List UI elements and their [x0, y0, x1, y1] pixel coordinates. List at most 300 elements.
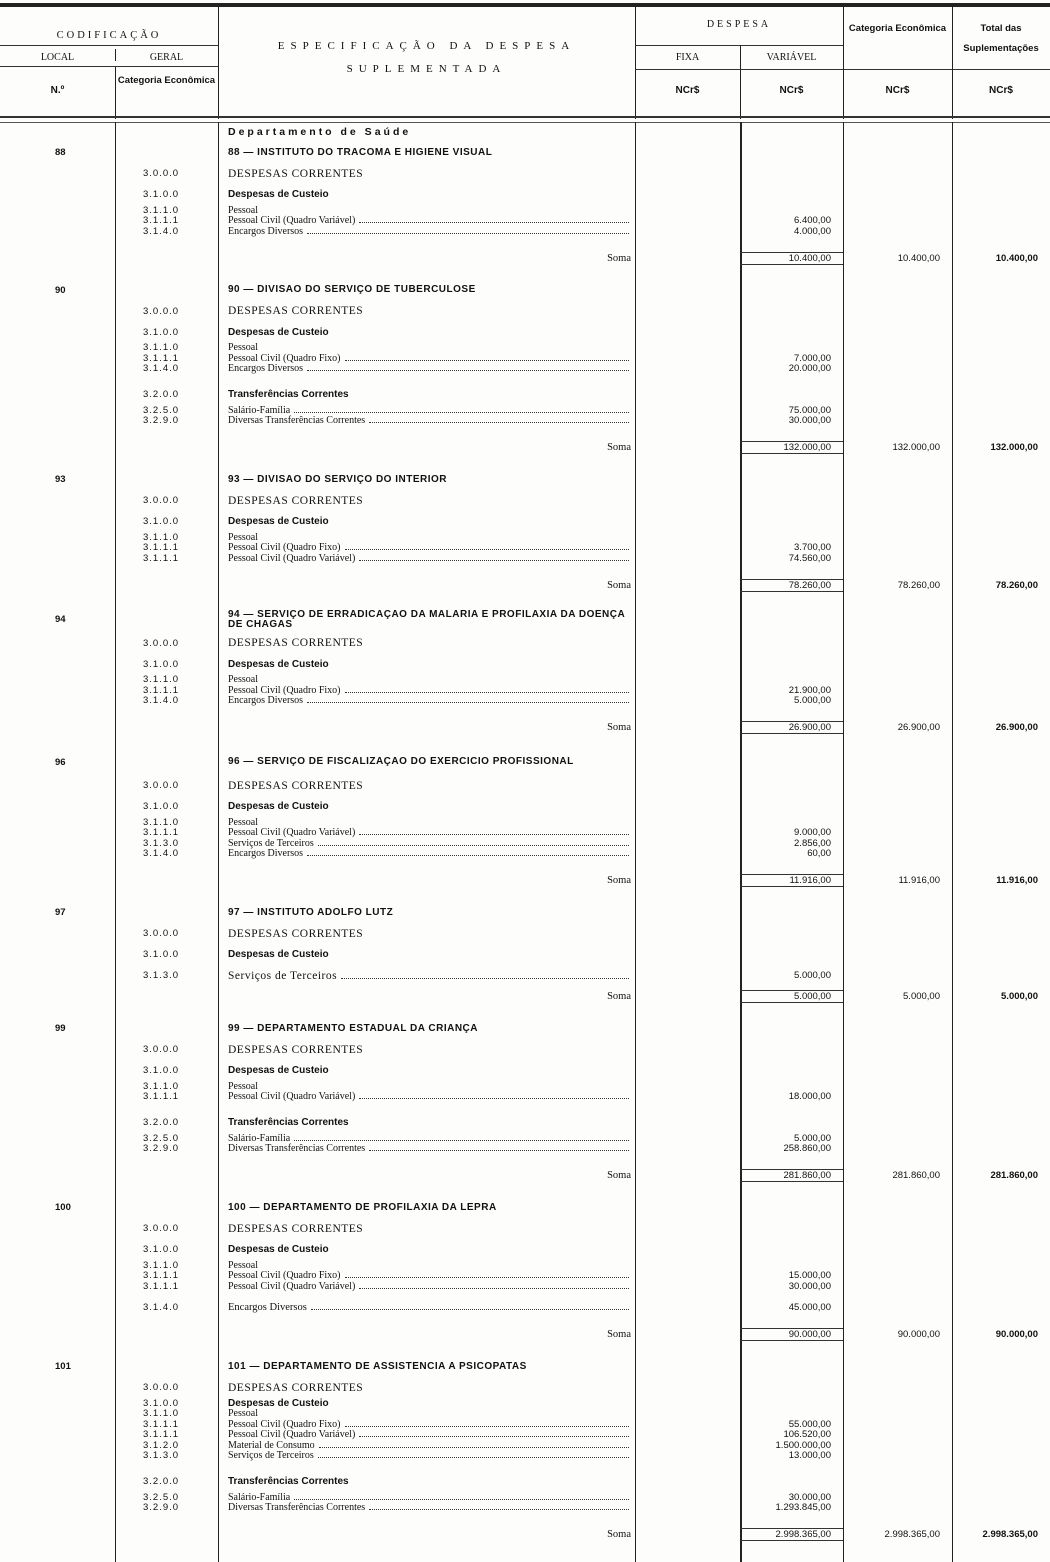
item-code: 3.1.1.1	[143, 684, 180, 696]
section-title: 90 — DIVISÃO DO SERVIÇO DE TUBERCULOSE	[228, 285, 476, 295]
item-spec	[218, 801, 635, 812]
item-label: Pessoal Civil (Quadro Variável)	[228, 827, 356, 839]
item-code: 3.1.4.0	[143, 1302, 180, 1313]
table-row	[0, 1039, 1050, 1060]
table-row	[0, 1144, 1050, 1155]
table-header	[0, 7, 1050, 118]
item-code: 3.2.5.0	[143, 1132, 180, 1144]
local-number: 101	[55, 1361, 71, 1372]
item-label: Diversas Transferências Correntes	[228, 1143, 366, 1155]
soma-categoria: 78.260,00	[897, 579, 940, 591]
item-label: Diversas Transferências Correntes	[228, 415, 366, 427]
item-label: Pessoal Civil (Quadro Variável)	[228, 1091, 356, 1103]
variavel-value: 45.000,00	[788, 1302, 831, 1313]
item-spec	[218, 949, 635, 960]
soma-row	[0, 248, 1050, 269]
item-spec	[218, 516, 635, 527]
item-label: Serviços de Terceiros	[228, 837, 314, 849]
soma-categoria: 2.998.365,00	[884, 1529, 940, 1540]
item-spec	[218, 1081, 635, 1092]
department-row	[0, 121, 1050, 142]
item-spec	[218, 1440, 635, 1451]
item-code: 3.1.1.1	[143, 1091, 180, 1103]
item-spec	[218, 1382, 635, 1394]
variavel-value: 1.293.845,00	[775, 1502, 831, 1514]
table-row	[0, 1081, 1050, 1092]
soma-row	[0, 986, 1050, 1007]
table-row	[0, 1218, 1050, 1239]
header-geral: GERAL	[149, 52, 184, 63]
soma-row	[0, 437, 1050, 458]
table-row	[0, 828, 1050, 839]
dot-leader	[307, 848, 629, 856]
item-spec	[218, 1133, 635, 1144]
item-code: 3.1.4.0	[143, 848, 180, 860]
table-row	[0, 343, 1050, 354]
variavel-value: 13.000,00	[788, 1450, 831, 1462]
local-number: 96	[55, 756, 66, 768]
dot-leader	[307, 226, 629, 234]
header-local: LOCAL	[40, 52, 75, 63]
section-title-row	[0, 142, 1050, 163]
local-number: 99	[55, 1023, 66, 1034]
item-code: 3.1.1.0	[143, 204, 180, 216]
currency-total: NCr$	[989, 85, 1013, 96]
item-code: 3.0.0.0	[143, 1382, 180, 1393]
soma-row	[0, 1524, 1050, 1545]
variavel-value: 21.900,00	[788, 684, 831, 696]
item-code: 3.1.0.0	[143, 1244, 180, 1255]
local-number: 94	[55, 614, 66, 625]
table-row	[0, 553, 1050, 564]
soma-row	[0, 717, 1050, 738]
item-label: Serviços de Terceiros	[228, 1450, 314, 1462]
item-code: 3.1.0.0	[143, 1397, 180, 1409]
dot-leader	[311, 1302, 629, 1310]
variavel-value: 4.000,00	[794, 225, 831, 237]
item-label: DESPESAS CORRENTES	[228, 779, 364, 792]
item-code: 3.1.3.0	[143, 837, 180, 849]
item-spec	[218, 1450, 635, 1461]
item-spec	[218, 1408, 635, 1419]
item-code: 3.1.1.1	[143, 1418, 180, 1430]
item-spec	[218, 685, 635, 696]
item-spec	[218, 189, 635, 200]
dot-leader	[345, 542, 630, 550]
table-row	[0, 1302, 1050, 1313]
table-row	[0, 817, 1050, 828]
table-row	[0, 838, 1050, 849]
item-spec	[218, 363, 635, 374]
item-label: Despesas de Custeio	[228, 189, 329, 200]
header-despesa: DESPESA	[706, 19, 772, 30]
item-label: Encargos Diversos	[228, 363, 304, 375]
header-categoria-economica: Categoria Econômica	[117, 75, 216, 86]
item-label: Pessoal	[228, 674, 258, 686]
soma-total: 26.900,00	[995, 722, 1038, 733]
soma-variavel: 2.998.365,00	[740, 1528, 843, 1541]
item-spec	[218, 695, 635, 706]
item-label: Transferências Correntes	[228, 389, 349, 400]
item-spec	[218, 342, 635, 353]
item-spec	[218, 1244, 635, 1255]
item-spec	[218, 780, 635, 792]
variavel-value: 5.000,00	[794, 1132, 831, 1144]
item-spec	[218, 1223, 635, 1235]
item-spec	[218, 226, 635, 237]
table-row	[0, 1133, 1050, 1144]
table-row	[0, 301, 1050, 322]
dot-leader	[294, 405, 629, 413]
item-spec	[218, 405, 635, 416]
table-row	[0, 675, 1050, 686]
table-row	[0, 1281, 1050, 1292]
item-code: 3.1.0.0	[143, 801, 180, 812]
item-spec	[218, 205, 635, 216]
item-label: Salário-Família	[228, 1132, 291, 1144]
dot-leader	[369, 1143, 629, 1151]
soma-variavel: 11.916,00	[740, 874, 843, 887]
table-row	[0, 654, 1050, 675]
item-code: 3.1.1.1	[143, 552, 180, 564]
item-code: 3.1.1.0	[143, 531, 180, 543]
table-row	[0, 965, 1050, 986]
item-code: 3.1.1.1	[143, 542, 180, 554]
item-label: Despesas de Custeio	[228, 516, 329, 527]
item-code: 3.1.3.0	[143, 1450, 180, 1462]
item-label: Encargos Diversos	[228, 1302, 307, 1313]
header-col-total: Total das Suplementações	[963, 23, 1039, 54]
table-row	[0, 633, 1050, 654]
header-col-categoria: Categoria Econômica	[848, 23, 947, 34]
item-label: Pessoal	[228, 342, 258, 354]
soma-total: 90.000,00	[995, 1329, 1038, 1340]
dot-leader	[345, 1270, 630, 1278]
soma-label: Soma	[607, 1529, 631, 1540]
variavel-value: 20.000,00	[788, 363, 831, 375]
local-number: 100	[55, 1202, 71, 1213]
local-number: 97	[55, 907, 66, 918]
item-label: Despesas de Custeio	[228, 949, 329, 960]
soma-categoria: 26.900,00	[897, 722, 940, 733]
dot-leader	[359, 215, 629, 223]
dot-leader	[345, 1419, 630, 1427]
item-spec	[218, 1398, 635, 1409]
item-code: 3.0.0.0	[143, 495, 180, 506]
item-label: DESPESAS CORRENTES	[228, 637, 364, 649]
item-label: Diversas Transferências Correntes	[228, 1502, 366, 1514]
item-code: 3.1.4.0	[143, 225, 180, 237]
soma-total: 132.000,00	[990, 442, 1038, 453]
dot-leader	[319, 1440, 629, 1448]
variavel-value: 5.000,00	[794, 970, 831, 981]
item-code: 3.1.1.0	[143, 1259, 180, 1271]
local-number: 93	[55, 474, 66, 485]
section-title-row	[0, 1356, 1050, 1377]
header-especificacao: ESPECIFICAÇÃO DA DESPESA	[277, 40, 576, 52]
item-spec	[218, 415, 635, 426]
header-numero: N.º	[50, 85, 65, 96]
table-row	[0, 1419, 1050, 1430]
item-label: DESPESAS CORRENTES	[228, 1222, 364, 1235]
soma-variavel: 132.000,00	[740, 441, 843, 454]
item-label: DESPESAS CORRENTES	[228, 167, 364, 180]
variavel-value: 30.000,00	[788, 1491, 831, 1503]
variavel-value: 75.000,00	[788, 404, 831, 416]
soma-categoria: 90.000,00	[897, 1329, 940, 1340]
soma-total: 10.400,00	[995, 252, 1038, 264]
section-title: 88 — INSTITUTO DO TRACOMA E HIGIENE VISUAL	[228, 147, 493, 158]
table-row	[0, 184, 1050, 205]
section-title-row	[0, 1018, 1050, 1039]
item-code: 3.1.1.1	[143, 827, 180, 839]
item-label: Pessoal Civil (Quadro Fixo)	[228, 542, 341, 554]
item-code: 3.1.1.0	[143, 342, 180, 354]
item-label: Pessoal	[228, 1259, 258, 1271]
table-row	[0, 1260, 1050, 1271]
soma-variavel: 5.000,00	[740, 990, 843, 1003]
item-spec	[218, 848, 635, 859]
item-code: 3.0.0.0	[143, 1044, 180, 1055]
soma-label: Soma	[607, 442, 631, 453]
section-title-row	[0, 1197, 1050, 1218]
item-spec	[218, 553, 635, 564]
item-code: 3.1.2.0	[143, 1439, 180, 1451]
dot-leader	[307, 695, 629, 703]
item-label: DESPESAS CORRENTES	[228, 927, 364, 940]
item-label: Pessoal Civil (Quadro Variável)	[228, 1429, 356, 1441]
currency-categoria: NCr$	[885, 85, 910, 96]
section-title-row	[0, 749, 1050, 775]
soma-label: Soma	[607, 722, 631, 733]
item-label: Pessoal	[228, 816, 258, 828]
item-label: DESPESAS CORRENTES	[228, 305, 364, 317]
item-spec	[218, 215, 635, 226]
section-title: 97 — INSTITUTO ADOLFO LUTZ	[228, 907, 394, 918]
item-label: Encargos Diversos	[228, 225, 304, 237]
variavel-value: 5.000,00	[794, 695, 831, 707]
item-code: 3.0.0.0	[143, 1223, 180, 1234]
table-row	[0, 1440, 1050, 1451]
table-row	[0, 696, 1050, 707]
variavel-value: 18.000,00	[788, 1091, 831, 1103]
department-name: Departamento de Saúde	[228, 125, 412, 138]
dot-leader	[369, 1502, 629, 1510]
soma-categoria: 5.000,00	[903, 991, 940, 1002]
item-label: DESPESAS CORRENTES	[228, 1043, 364, 1056]
variavel-value: 30.000,00	[788, 1280, 831, 1292]
item-label: DESPESAS CORRENTES	[228, 1381, 364, 1394]
table-row	[0, 532, 1050, 543]
soma-label: Soma	[607, 875, 631, 886]
variavel-value: 55.000,00	[788, 1418, 831, 1430]
item-spec	[218, 1492, 635, 1503]
section-title: 94 — SERVIÇO DE ERRADICAÇÃO DA MALÁRIA E PROFILAXIA DA DOENÇA DE CHAGAS	[228, 609, 625, 630]
header-fixa: FIXA	[675, 52, 700, 63]
item-spec	[218, 327, 635, 338]
dot-leader	[359, 827, 629, 835]
soma-categoria: 10.400,00	[897, 252, 940, 264]
soma-label: Soma	[607, 252, 631, 264]
dot-leader	[294, 1133, 629, 1141]
table-row	[0, 1492, 1050, 1503]
item-spec	[218, 1302, 635, 1313]
item-label: Pessoal Civil (Quadro Variável)	[228, 552, 356, 564]
variavel-value: 6.400,00	[794, 215, 831, 227]
item-code: 3.2.0.0	[143, 1117, 180, 1128]
section-title: 93 — DIVISÃO DO SERVIÇO DO INTERIOR	[228, 474, 448, 485]
soma-variavel: 10.400,00	[740, 252, 843, 265]
soma-label: Soma	[607, 579, 631, 591]
item-label: Material de Consumo	[228, 1439, 315, 1451]
item-spec	[218, 168, 635, 180]
variavel-value: 15.000,00	[788, 1270, 831, 1282]
variavel-value: 30.000,00	[788, 415, 831, 427]
item-label: Encargos Diversos	[228, 848, 304, 860]
item-spec	[218, 389, 635, 400]
table-row	[0, 163, 1050, 184]
item-label: Despesas de Custeio	[228, 658, 329, 670]
table-row	[0, 1271, 1050, 1282]
table-row	[0, 944, 1050, 965]
table-row	[0, 1409, 1050, 1420]
soma-variavel: 90.000,00	[740, 1328, 843, 1341]
item-label: Transferências Correntes	[228, 1476, 349, 1487]
local-number: 88	[55, 147, 66, 158]
item-code: 3.0.0.0	[143, 168, 180, 179]
item-label: Despesas de Custeio	[228, 1397, 329, 1409]
item-code: 3.0.0.0	[143, 305, 180, 317]
item-label: Pessoal Civil (Quadro Fixo)	[228, 1270, 341, 1282]
table-row	[0, 1092, 1050, 1103]
dot-leader	[359, 553, 629, 561]
item-code: 3.1.4.0	[143, 363, 180, 375]
soma-total: 281.860,00	[990, 1170, 1038, 1181]
item-label: Pessoal	[228, 1408, 258, 1420]
soma-row	[0, 575, 1050, 596]
soma-row	[0, 1165, 1050, 1186]
soma-label: Soma	[607, 1329, 631, 1340]
item-label: DESPESAS CORRENTES	[228, 494, 364, 507]
table-row	[0, 364, 1050, 375]
item-spec	[218, 1429, 635, 1440]
variavel-value: 258.860,00	[783, 1143, 831, 1155]
dot-leader	[359, 1281, 629, 1289]
table-row	[0, 543, 1050, 554]
soma-variavel: 78.260,00	[740, 579, 843, 592]
item-code: 3.0.0.0	[143, 928, 180, 939]
item-spec	[218, 305, 635, 317]
item-code: 3.1.1.1	[143, 1270, 180, 1282]
variavel-value: 9.000,00	[794, 827, 831, 839]
item-label: Despesas de Custeio	[228, 1065, 329, 1076]
section-title-row	[0, 607, 1050, 633]
item-label: Despesas de Custeio	[228, 801, 329, 812]
item-code: 3.1.1.1	[143, 1280, 180, 1292]
item-label: Pessoal Civil (Quadro Variável)	[228, 1280, 356, 1292]
table-body	[0, 121, 1050, 1556]
table-row	[0, 1060, 1050, 1081]
section-title-row	[0, 280, 1050, 301]
variavel-value: 74.560,00	[788, 552, 831, 564]
variavel-value: 3.700,00	[794, 542, 831, 554]
item-code: 3.2.9.0	[143, 1143, 180, 1155]
item-spec	[218, 1281, 635, 1292]
item-code: 3.2.0.0	[143, 1476, 180, 1487]
section-title-row	[0, 469, 1050, 490]
soma-variavel: 281.860,00	[740, 1169, 843, 1182]
item-code: 3.1.3.0	[143, 970, 180, 981]
table-row	[0, 1451, 1050, 1462]
item-spec	[218, 1260, 635, 1271]
dot-leader	[318, 838, 629, 846]
item-code: 3.2.0.0	[143, 389, 180, 400]
dot-leader	[369, 415, 629, 423]
variavel-value: 2.856,00	[794, 837, 831, 849]
item-label: Pessoal	[228, 1080, 258, 1092]
item-label: Pessoal Civil (Quadro Fixo)	[228, 1418, 341, 1430]
section-title: 100 — DEPARTAMENTO DE PROFILAXIA DA LEPRA	[228, 1202, 497, 1213]
soma-total: 5.000,00	[1001, 991, 1038, 1002]
item-spec	[218, 817, 635, 828]
table-row	[0, 405, 1050, 416]
item-label: Salário-Família	[228, 404, 291, 416]
item-spec	[218, 1065, 635, 1076]
item-code: 3.1.0.0	[143, 516, 180, 527]
item-spec	[218, 674, 635, 685]
item-spec	[218, 1044, 635, 1056]
soma-row	[0, 1324, 1050, 1345]
table-row	[0, 1377, 1050, 1398]
currency-fixa: NCr$	[675, 85, 700, 96]
item-label: Transferências Correntes	[228, 1117, 349, 1128]
soma-row	[0, 870, 1050, 891]
table-row	[0, 685, 1050, 696]
section-title: 96 — SERVIÇO DE FISCALIZAÇÃO DO EXERCÍCIO PROFISSIONAL	[228, 757, 574, 767]
section-title: 101 — DEPARTAMENTO DE ASSISTÊNCIA A PSICOPATAS	[228, 1361, 527, 1372]
dot-leader	[345, 685, 630, 693]
table-row	[0, 384, 1050, 405]
soma-label: Soma	[607, 1170, 631, 1181]
item-code: 3.2.5.0	[143, 404, 180, 416]
item-spec	[218, 495, 635, 507]
variavel-value: 1.500.000,00	[775, 1439, 831, 1451]
table-row	[0, 1398, 1050, 1409]
table-row	[0, 511, 1050, 532]
item-spec	[218, 1502, 635, 1513]
dot-leader	[359, 1429, 629, 1437]
item-spec	[218, 928, 635, 940]
header-variavel: VARIÁVEL	[766, 52, 817, 63]
item-label: Despesas de Custeio	[228, 326, 329, 338]
table-row	[0, 849, 1050, 860]
table-row	[0, 1503, 1050, 1514]
item-label: Serviços de Terceiros	[228, 969, 338, 982]
item-spec	[218, 659, 635, 670]
table-row	[0, 1471, 1050, 1492]
dot-leader	[341, 970, 629, 979]
item-code: 3.1.0.0	[143, 949, 180, 960]
local-number: 90	[55, 284, 66, 296]
soma-total: 2.998.365,00	[982, 1529, 1038, 1540]
item-code: 3.1.0.0	[143, 326, 180, 338]
soma-total: 78.260,00	[995, 579, 1038, 591]
section-title: 99 — DEPARTAMENTO ESTADUAL DA CRIANÇA	[228, 1023, 478, 1034]
table-row	[0, 1112, 1050, 1133]
variavel-value: 60,00	[807, 848, 831, 860]
dot-leader	[345, 353, 630, 361]
item-label: Pessoal Civil (Quadro Variável)	[228, 215, 356, 227]
